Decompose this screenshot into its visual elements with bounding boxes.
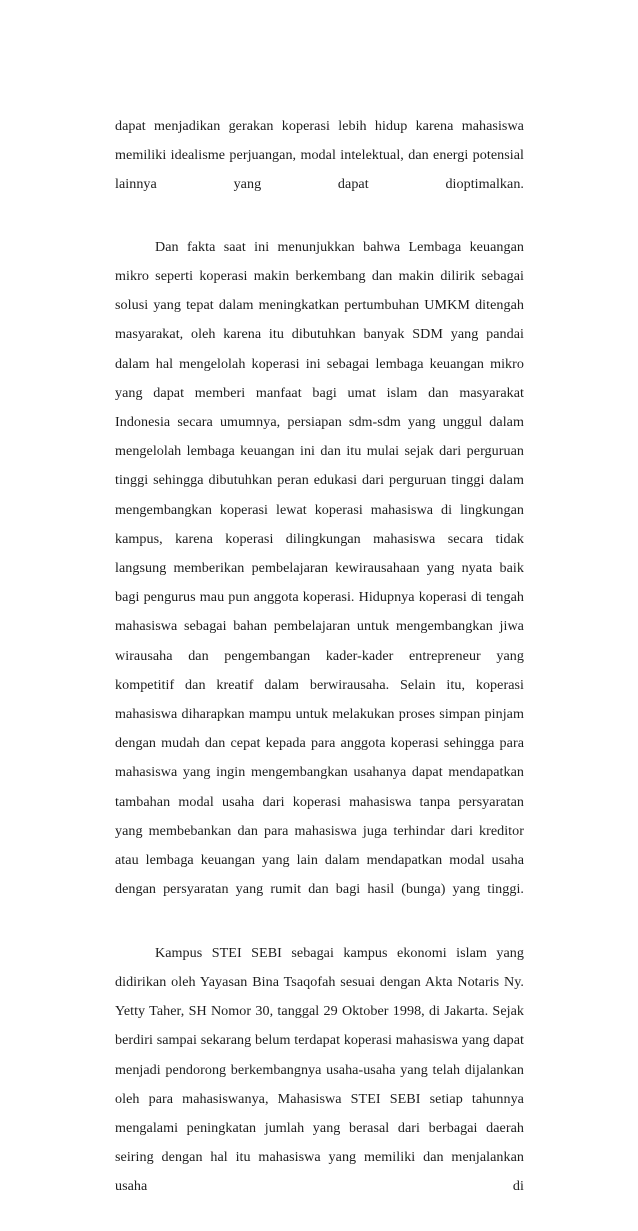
paragraph-body-1: Dan fakta saat ini menunjukkan bahwa Lembaga keuangan mikro seperti koperasi makin berkembang dan makin dilirik sebagai solusi yang tepat dalam meningkatkan pertumbuhan UMKM ditengah masyarakat, oleh karena itu dibutuhkan banyak SDM yang pandai dalam hal mengelolah koperasi ini sebagai lembaga keuangan mikro yang dapat memberi manfaat bagi umat islam dan masyarakat Indonesia secara umumnya, persiapan sdm-sdm yang unggul dalam mengelolah lembaga keuangan ini dan itu mulai sejak dari perguruan tinggi sehingga dibutuhkan peran edukasi dari perguruan tinggi dalam mengembangkan koperasi lewat koperasi mahasiswa di lingkungan kampus, karena koperasi dilingkungan mahasiswa secara tidak langsung memberikan pembelajaran kewirausahaan yang nyata baik bagi pengurus mau pun anggota koperasi. Hidupnya koperasi di tengah mahasiswa sebagai bahan pembelajaran untuk mengembangkan jiwa wirausaha dan pengembangan kader-kader entrepreneur yang kompetitif dan kreatif dalam berwirausaha. Selain itu, koperasi mahasiswa diharapkan mampu untuk melakukan proses simpan pinjam dengan mudah dan cepat kepada para anggota koperasi sehingga para mahasiswa yang ingin mengembangkan usahanya dapat mendapatkan tambahan modal usaha dari koperasi mahasiswa tanpa persyaratan yang membebankan dan para mahasiswa juga terhindar dari kreditor atau lembaga keuangan yang lain dalam mendapatkan modal usaha dengan persyaratan yang rumit dan bagi hasil (bunga) yang tinggi.: [115, 238, 524, 898]
page-text-column: [115, 112, 524, 1231]
paragraph-body-2: Kampus STEI SEBI sebagai kampus ekonomi islam yang didirikan oleh Yayasan Bina Tsaqofah sesuai dengan Akta Notaris Ny. Yetty Taher, SH Nomor 30, tanggal 29 Oktober 1998, di Jakarta. Sejak berdiri sampai sekarang belum terdapat koperasi mahasiswa yang dapat menjadi pendorong berkembangnya usaha-usaha yang telah dijalankan oleh para mahasiswanya, Mahasiswa STEI SEBI setiap tahunnya mengalami peningkatan jumlah yang berasal dari berbagai daerah seiring dengan hal itu mahasiswa yang memiliki dan menjalankan usaha di: [115, 944, 524, 1195]
paragraph-continuation: dapat menjadikan gerakan koperasi lebih hidup karena mahasiswa memiliki idealisme perjuangan, modal intelektual, dan energi potensial lainnya yang dapat dioptimalkan.: [115, 118, 524, 193]
